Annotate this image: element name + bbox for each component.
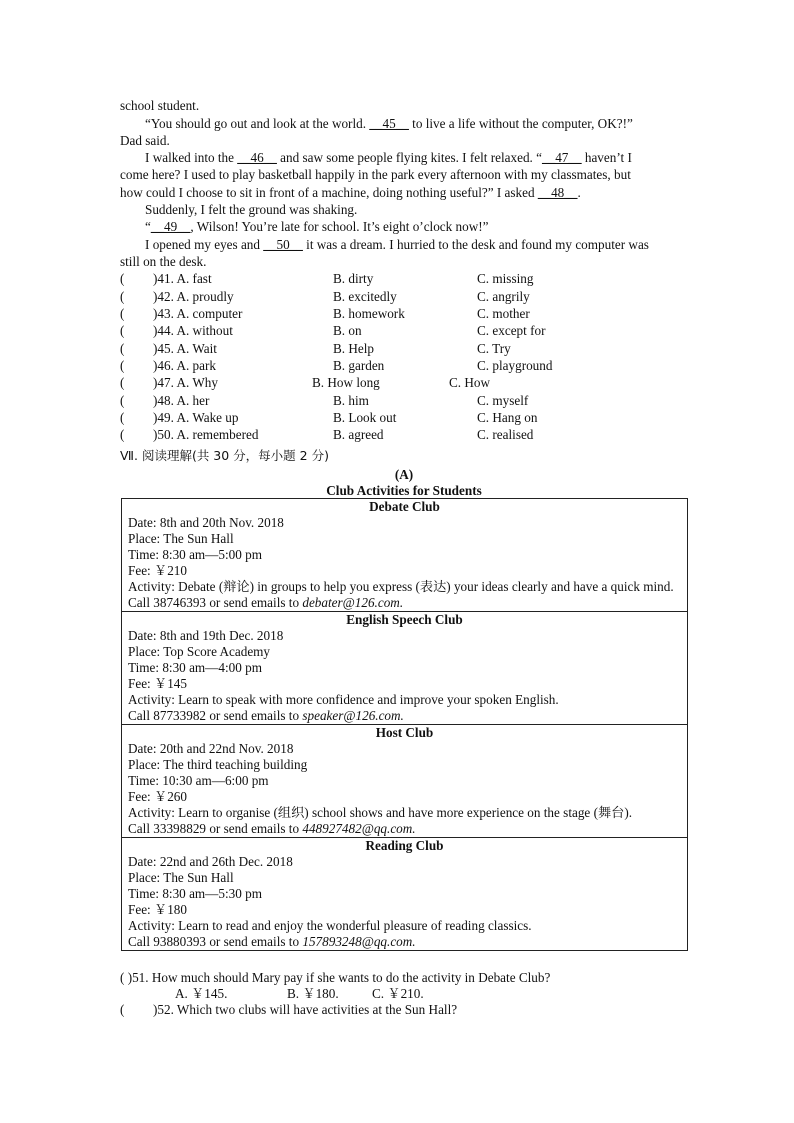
club-debate bbox=[122, 499, 687, 611]
option-b: B. him bbox=[333, 393, 369, 408]
answer-paren: ( bbox=[120, 306, 125, 321]
answer-paren: ( bbox=[120, 375, 125, 390]
text: and saw some people flying kites. I felt relaxed. “ bbox=[276, 150, 542, 165]
option-c: C. How bbox=[449, 375, 491, 390]
club-time: Time: 8:30 am—4:00 pm bbox=[128, 660, 262, 675]
text: it was a dream. I hurried to the desk and found my computer was bbox=[302, 237, 649, 252]
option-b: B. Help bbox=[333, 341, 375, 356]
option-a: )41. A. fast bbox=[153, 271, 212, 286]
option-a: )44. A. without bbox=[153, 323, 233, 338]
club-activity: Activity: Debate (辩论) in groups to help you express (表达) your ideas clearly and have a quick mind. bbox=[128, 579, 674, 594]
option-a: )49. A. Wake up bbox=[153, 410, 239, 425]
contact-text: Call 93880393 or send emails to bbox=[128, 934, 303, 949]
club-fee: Fee: ￥145 bbox=[128, 676, 187, 691]
passage-line: school student. bbox=[120, 98, 200, 113]
contact-email: debater@126.com. bbox=[302, 595, 404, 610]
question-51-option-b: B. ￥180. bbox=[287, 986, 339, 1001]
club-time: Time: 8:30 am—5:00 pm bbox=[128, 547, 262, 562]
passage-line bbox=[120, 184, 581, 201]
answer-paren: ( bbox=[120, 358, 125, 373]
club-name: Reading Club bbox=[365, 838, 444, 853]
answer-paren: ( bbox=[120, 410, 125, 425]
contact-email: 448927482@qq.com. bbox=[302, 821, 416, 836]
option-row-43 bbox=[120, 305, 680, 322]
blank-46: __46__ bbox=[237, 150, 277, 165]
answer-paren: ( bbox=[120, 271, 125, 286]
option-a: )45. A. Wait bbox=[153, 341, 217, 356]
club-activity: Activity: Learn to organise (组织) school shows and have more experience on the stage (舞台). bbox=[128, 805, 633, 820]
option-row-44 bbox=[120, 322, 680, 339]
passage-line: still on the desk. bbox=[120, 254, 207, 269]
question-51: ( )51. How much should Mary pay if she wants to do the activity in Debate Club? bbox=[120, 970, 551, 985]
passage-line bbox=[145, 218, 489, 235]
club-contact bbox=[128, 708, 681, 724]
option-row-49 bbox=[120, 409, 680, 426]
option-b: B. garden bbox=[333, 358, 385, 373]
contact-text: Call 87733982 or send emails to bbox=[128, 708, 303, 723]
passage-line bbox=[145, 115, 633, 132]
text: how could I choose to sit in front of a machine, doing nothing useful?” I asked bbox=[120, 185, 538, 200]
club-date: Date: 8th and 19th Dec. 2018 bbox=[128, 628, 284, 643]
club-reading bbox=[122, 837, 687, 950]
blank-48: __48__ bbox=[537, 185, 578, 200]
option-b: B. excitedly bbox=[333, 289, 397, 304]
option-row-50 bbox=[120, 426, 680, 443]
blank-49: __49__ bbox=[150, 219, 191, 234]
club-date: Date: 22nd and 26th Dec. 2018 bbox=[128, 854, 293, 869]
blank-47: __47__ bbox=[542, 150, 582, 165]
option-c: C. playground bbox=[477, 358, 553, 373]
option-a: )47. A. Why bbox=[153, 375, 218, 390]
option-a: )46. A. park bbox=[153, 358, 216, 373]
question-52-paren: ( bbox=[120, 1002, 125, 1017]
answer-paren: ( bbox=[120, 341, 125, 356]
club-fee: Fee: ￥180 bbox=[128, 902, 187, 917]
option-c: C. missing bbox=[477, 271, 534, 286]
option-c: C. realised bbox=[477, 427, 534, 442]
option-b: B. dirty bbox=[333, 271, 374, 286]
option-row-48 bbox=[120, 392, 680, 409]
contact-text: Call 38746393 or send emails to bbox=[128, 595, 303, 610]
club-contact bbox=[128, 821, 681, 837]
passage-line bbox=[145, 149, 632, 166]
question-51-option-a: A. ￥145. bbox=[175, 986, 228, 1001]
option-b: B. How long bbox=[312, 375, 380, 390]
text: to live a life without the computer, OK?!” bbox=[408, 116, 633, 131]
club-activity: Activity: Learn to speak with more confidence and improve your spoken English. bbox=[128, 692, 559, 707]
option-b: B. agreed bbox=[333, 427, 384, 442]
text: I walked into the bbox=[145, 150, 238, 165]
text: . bbox=[577, 185, 581, 200]
answer-paren: ( bbox=[120, 289, 125, 304]
question-52: )52. Which two clubs will have activities at the Sun Hall? bbox=[153, 1002, 458, 1017]
option-c: C. mother bbox=[477, 306, 530, 321]
club-place: Place: The Sun Hall bbox=[128, 531, 234, 546]
part-label: (A) bbox=[394, 467, 414, 482]
option-b: B. homework bbox=[333, 306, 405, 321]
passage-line: come here? I used to play basketball happily in the park every afternoon with my classmates, but bbox=[120, 167, 631, 182]
option-row-45 bbox=[120, 340, 680, 357]
passage-line: Suddenly, I felt the ground was shaking. bbox=[145, 202, 358, 217]
club-activity: Activity: Learn to read and enjoy the wonderful pleasure of reading classics. bbox=[128, 918, 532, 933]
option-c: C. myself bbox=[477, 393, 529, 408]
option-a: )48. A. her bbox=[153, 393, 210, 408]
option-row-47 bbox=[120, 374, 680, 391]
contact-text: Call 33398829 or send emails to bbox=[128, 821, 303, 836]
club-contact bbox=[128, 595, 681, 611]
blank-50: __50__ bbox=[263, 237, 303, 252]
text: “ bbox=[145, 219, 151, 234]
club-fee: Fee: ￥260 bbox=[128, 789, 187, 804]
club-name: Debate Club bbox=[369, 499, 440, 514]
section-heading: Ⅶ. 阅读理解(共 30 分，每小题 2 分) bbox=[120, 448, 329, 463]
blank-45: __45__ bbox=[369, 116, 409, 131]
club-fee: Fee: ￥210 bbox=[128, 563, 187, 578]
club-host bbox=[122, 724, 687, 837]
option-row-41 bbox=[120, 270, 680, 287]
text: “You should go out and look at the world. bbox=[145, 116, 370, 131]
option-b: B. Look out bbox=[333, 410, 397, 425]
option-a: )42. A. proudly bbox=[153, 289, 234, 304]
text: , Wilson! You’re late for school. It’s eight o’clock now!” bbox=[190, 219, 489, 234]
club-name: Host Club bbox=[375, 725, 434, 740]
club-place: Place: Top Score Academy bbox=[128, 644, 271, 659]
option-a: )43. A. computer bbox=[153, 306, 243, 321]
text: I opened my eyes and bbox=[145, 237, 264, 252]
club-place: Place: The third teaching building bbox=[128, 757, 308, 772]
contact-email: speaker@126.com. bbox=[302, 708, 404, 723]
option-row-42 bbox=[120, 288, 680, 305]
option-b: B. on bbox=[333, 323, 362, 338]
passage-line bbox=[145, 236, 649, 253]
club-date: Date: 20th and 22nd Nov. 2018 bbox=[128, 741, 294, 756]
answer-paren: ( bbox=[120, 427, 125, 442]
option-a: )50. A. remembered bbox=[153, 427, 259, 442]
club-english-speech bbox=[122, 611, 687, 724]
club-time: Time: 8:30 am—5:30 pm bbox=[128, 886, 262, 901]
text: haven’t I bbox=[581, 150, 632, 165]
question-51-option-c: C. ￥210. bbox=[372, 986, 424, 1001]
club-time: Time: 10:30 am—6:00 pm bbox=[128, 773, 269, 788]
option-c: C. angrily bbox=[477, 289, 530, 304]
club-name: English Speech Club bbox=[346, 612, 463, 627]
table-title: Club Activities for Students bbox=[326, 483, 482, 498]
option-c: C. except for bbox=[477, 323, 546, 338]
contact-email: 157893248@qq.com. bbox=[302, 934, 416, 949]
answer-paren: ( bbox=[120, 393, 125, 408]
club-table bbox=[121, 498, 688, 951]
option-row-46 bbox=[120, 357, 680, 374]
club-place: Place: The Sun Hall bbox=[128, 870, 234, 885]
answer-paren: ( bbox=[120, 323, 125, 338]
club-date: Date: 8th and 20th Nov. 2018 bbox=[128, 515, 284, 530]
option-c: C. Hang on bbox=[477, 410, 538, 425]
option-c: C. Try bbox=[477, 341, 511, 356]
club-contact bbox=[128, 934, 681, 950]
passage-line: Dad said. bbox=[120, 133, 170, 148]
